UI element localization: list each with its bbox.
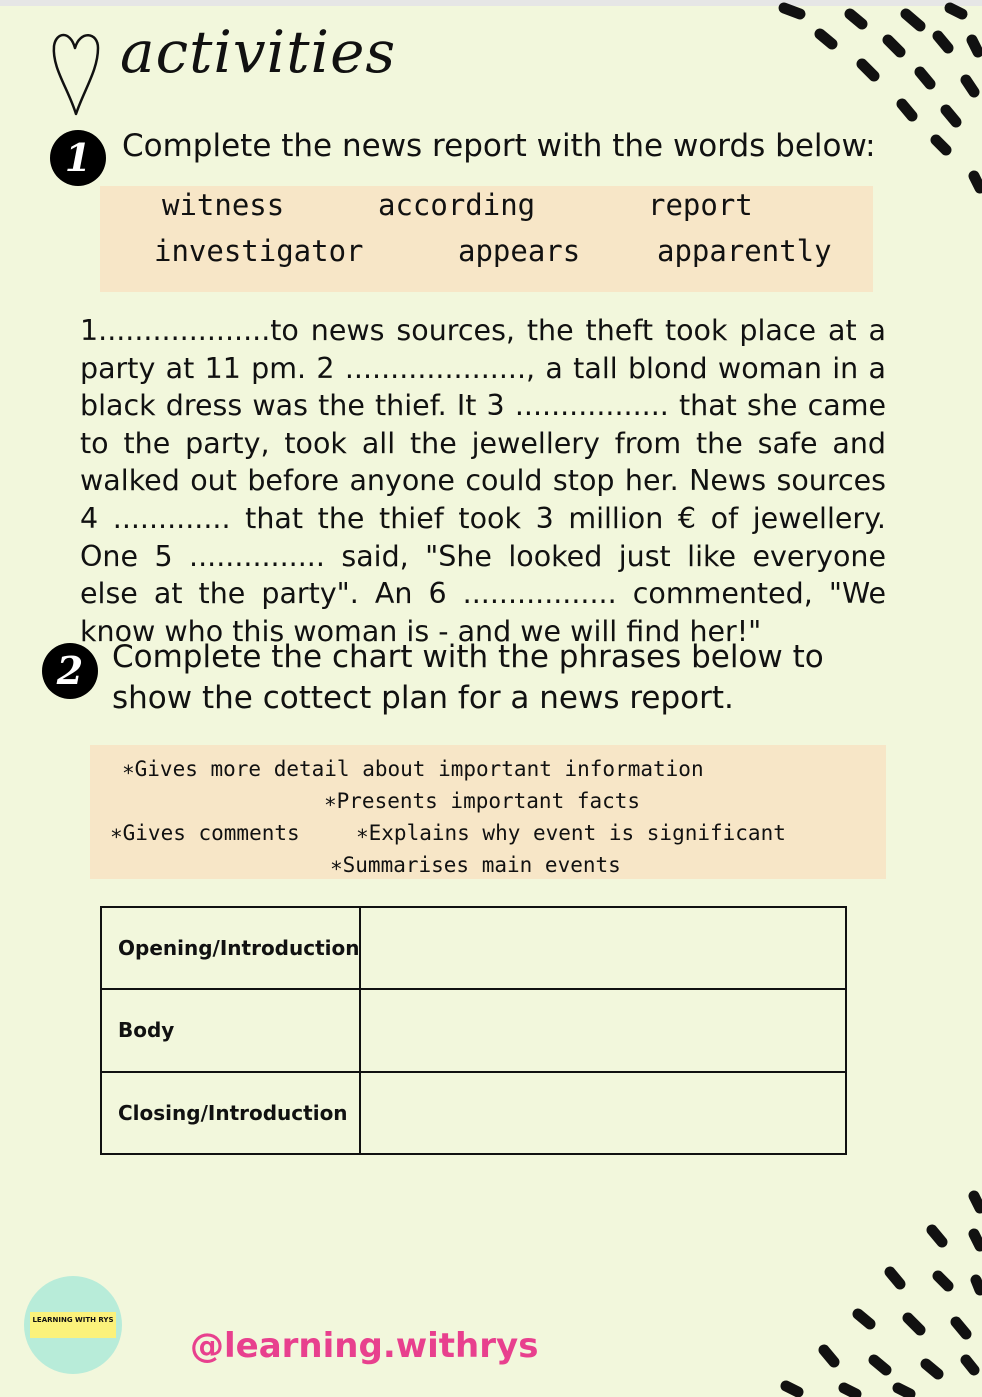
table-row-label: Opening/Introduction — [101, 907, 360, 989]
table-row — [101, 989, 846, 1071]
phrase-bank-item: ∗Summarises main events — [330, 853, 621, 877]
phrase-bank-item: ∗Presents important facts — [324, 789, 641, 813]
social-handle[interactable]: @learning.withrys — [190, 1326, 539, 1366]
table-row — [101, 1072, 846, 1154]
table-row-label: Closing/Introduction — [101, 1072, 360, 1154]
news-report-plan-table — [100, 906, 847, 1155]
word-bank-item: apparently — [657, 234, 832, 268]
decorative-dashes-bottom-icon — [770, 1190, 982, 1397]
table-row — [101, 907, 846, 989]
exercise-1-instruction: Complete the news report with the words below: — [122, 128, 876, 164]
phrase-bank-item: ∗Gives more detail about important information — [122, 757, 704, 781]
table-answer-cell[interactable] — [360, 989, 846, 1071]
word-bank-item: witness — [162, 188, 285, 222]
news-report-paragraph: 1...................to news sources, the theft took place at a party at 11 pm. 2 ...................., a tall blond woman in a black dress was the thief. It 3 ................. that she came to the party, took all the jewellery from the safe and walked out before anyone could stop her. News sources 4 ............. that the thief took 3 million € of jewellery. One 5 ............... said, "She looked just like everyone else at the party". An 6 ................. commented, "We know who this woman is - and we will find her!" — [80, 314, 886, 648]
logo-label: LEARNING WITH RYS — [30, 1312, 116, 1338]
heart-icon — [48, 28, 104, 118]
page-title: activities — [120, 18, 397, 86]
word-bank-item: report — [648, 188, 753, 222]
decorative-dashes-top-icon — [770, 0, 982, 200]
table-row-label: Body — [101, 989, 360, 1071]
brand-logo — [24, 1276, 122, 1374]
word-bank — [100, 186, 873, 292]
word-bank-item: according — [378, 188, 536, 222]
word-bank-item: appears — [458, 234, 581, 268]
phrase-bank-item: ∗Gives comments — [110, 821, 300, 845]
word-bank-item: investigator — [154, 234, 364, 268]
phrase-bank — [90, 745, 886, 879]
exercise-2-number-badge: 2 — [42, 643, 98, 699]
exercise-1-number-badge: 1 — [50, 130, 106, 186]
exercise-2-instruction: Complete the chart with the phrases below to show the cottect plan for a news report. — [112, 639, 824, 716]
table-answer-cell[interactable] — [360, 907, 846, 989]
phrase-bank-item: ∗Explains why event is significant — [356, 821, 786, 845]
table-answer-cell[interactable] — [360, 1072, 846, 1154]
